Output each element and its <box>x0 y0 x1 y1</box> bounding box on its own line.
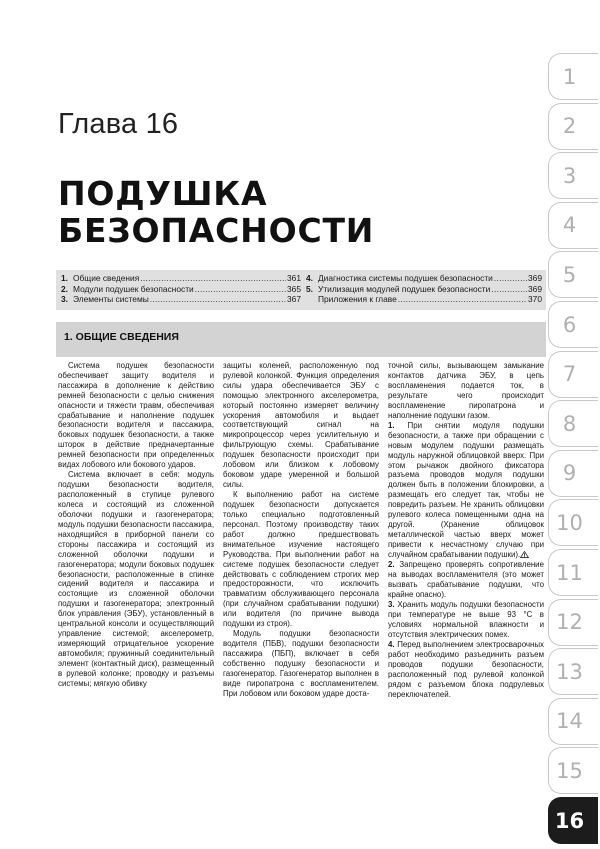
toc-item[interactable] <box>306 294 542 305</box>
toc-page: 370 <box>528 294 542 305</box>
chapter-tab-5[interactable]: 5 <box>548 251 598 298</box>
toc-leader <box>195 284 286 295</box>
title-line-1: ПОДУШКА <box>58 174 268 213</box>
chapter-tab-1[interactable]: 1 <box>548 53 598 100</box>
item-text: Хранить модуль подушки безопасности при температуре не выше 93 °С в условиях нормальной влажности и отсутствия электрических помех. <box>388 600 544 639</box>
chapter-tab-11[interactable]: 11 <box>548 549 598 596</box>
chapter-tab-2[interactable]: 2 <box>548 103 598 150</box>
chapter-tab-10[interactable]: 10 <box>548 499 598 546</box>
toc-number: 3. <box>61 294 68 305</box>
toc-leader <box>140 273 286 284</box>
text-column-1 <box>58 361 214 701</box>
toc-page: 369 <box>528 283 542 294</box>
chapter-tab-3[interactable]: 3 <box>548 152 598 199</box>
toc-item[interactable] <box>306 284 542 295</box>
chapter-tab-14[interactable]: 14 <box>548 698 598 745</box>
numbered-item <box>388 600 544 640</box>
chapter-tab-13[interactable]: 13 <box>548 648 598 695</box>
warning-icon <box>520 551 529 558</box>
toc-text: Общие сведения <box>73 273 140 283</box>
numbered-item <box>388 560 544 600</box>
toc-number: 5. <box>306 283 313 294</box>
toc-leader <box>494 273 527 284</box>
toc-page: 369 <box>528 273 542 283</box>
toc-text: Элементы системы <box>73 294 149 305</box>
toc-number: 2. <box>61 283 68 294</box>
toc-item[interactable] <box>61 294 301 305</box>
toc-page: 361 <box>287 273 301 283</box>
paragraph: Модуль подушки безопасности водителя (ПБВ), подушки безопасности пассажира (ПБП), включает в себя собственно подушку безопасности и газогенератор. Газогенератор выполнен в виде пиропатрона с воспламенителем. При лобовом или боковом ударе доста- <box>223 629 379 698</box>
item-text: Запрещено проверять сопротивление на выводах воспламенителя (это может вызвать срабатывание подушки, что крайне опасно). <box>388 560 544 599</box>
chapter-tab-7[interactable]: 7 <box>548 351 598 398</box>
item-number: 2. <box>388 560 395 570</box>
section-header <box>56 322 546 357</box>
paragraph: Система подушек безопасности обеспечивает защиту водителя и пассажира в дополнение к действию ремней безопасности с целью снижения опасности и тяжести травм, обеспечивая срабатывание и наполнение подушек безопасности водителя и пассажира, боковых подушек безопасности, а также шторок в действие предначертанные ремней безопасности при определенных видах лобового или бокового ударов. <box>58 361 214 470</box>
chapter-tab-15[interactable]: 15 <box>548 747 598 794</box>
toc-text: Модули подушек безопасности <box>73 283 194 294</box>
toc-number: 4. <box>306 273 313 283</box>
chapter-tab-6[interactable]: 6 <box>548 301 598 348</box>
chapter-tab-9[interactable]: 9 <box>548 450 598 497</box>
paragraph: точной силы, вызывающем замыкание контактов датчика ЭБУ, в цепь воспламенения подается ток, в результате чего происходит воспламенение пиропатрона и наполнение подушки газом. <box>388 361 544 420</box>
toc-leader <box>398 294 527 305</box>
chapter-tab-16[interactable]: 16 <box>548 797 598 844</box>
toc-item[interactable] <box>306 273 542 284</box>
paragraph: Система включает в себя: модуль подушки безопасности водителя, расположенный в ступице рулевого колеса и состоящий из сложенной оболочки подушки и газогенератора; модуль подушки безопасности пассажира, находящийся в приборной панели со стороны пассажира и состоящий из сложенной оболочки подушки и газогенератора; модули боковых подушек безопасности, расположенные в спинке сидений водителя и пассажира и состоящие из сложенной оболочки подушки и газогенератора; электронный блок управления (ЭБУ), установленный в центральной консоли и осуществляющий управление системой; акселерометр, измеряющий отрицательное ускорение автомобиля; пружинный соединительный элемент (контактный диск), размещенный в рулевой колонке; проводку и разъемы системы; мягкую обивку <box>58 470 214 688</box>
paragraph: К выполнению работ на системе подушек безопасности допускается только специально подготовленный персонал. Поэтому производству таких работ должно предшествовать внимательное изучение настоящего Руководства. При выполнении работ на системе подушек безопасности следует действовать с соблюдением строгих мер предосторожности, что исключить травматизм обслуживающего персонала (при случайном срабатывании подушки) или водителя (по причине вывода подушки из строя). <box>223 490 379 629</box>
toc-item[interactable] <box>61 284 301 295</box>
numbered-item <box>388 421 544 560</box>
item-number: 4. <box>388 640 395 650</box>
chapter-tab-8[interactable]: 8 <box>548 400 598 447</box>
chapter-tab-12[interactable]: 12 <box>548 599 598 646</box>
table-of-contents <box>56 270 546 310</box>
toc-item[interactable] <box>61 273 301 284</box>
text-column-2 <box>223 361 379 701</box>
toc-page: 367 <box>287 294 301 305</box>
toc-column-left <box>61 273 301 305</box>
toc-column-right <box>306 273 542 305</box>
item-number: 1. <box>388 420 395 430</box>
item-number: 3. <box>388 600 395 610</box>
toc-number: 1. <box>61 273 68 283</box>
toc-text: Приложения к главе <box>318 294 397 305</box>
toc-number <box>306 294 318 305</box>
item-text: Перед выполнением электросварочных работ необходимо разъединить разъем проводов подушки безопасности, расположенный под рулевой колонкой рядом с разъемом блока подрулевых переключателей. <box>388 640 544 699</box>
paragraph: защиты коленей, расположенную под рулевой колонкой. Функция определения силы удара обеспечивается ЭБУ с помощью электронного акселерометра, который постоянно измеряет величину ускорения автомобиля и выдает соответствующий сигнал на микропроцессор через усилительную и фильтрующую схемы. Срабатывание подушек безопасности происходит при лобовом или близком к лобовому боковом ударе умеренной и большой силы. <box>223 361 379 489</box>
toc-text: Диагностика системы подушек безопасности <box>318 273 493 283</box>
chapter-label: Глава 16 <box>58 108 179 140</box>
body-text <box>58 361 544 701</box>
chapter-tabs <box>548 53 600 849</box>
numbered-item <box>388 640 544 699</box>
toc-text: Утилизация модулей подушек безопасности <box>318 283 491 294</box>
chapter-tab-4[interactable]: 4 <box>548 202 598 249</box>
toc-page: 365 <box>287 283 301 294</box>
toc-leader <box>491 284 527 295</box>
toc-leader <box>150 294 286 305</box>
text-column-3 <box>388 361 544 701</box>
page-title <box>58 175 374 249</box>
section-title: 1. ОБЩИЕ СВЕДЕНИЯ <box>64 331 179 343</box>
item-text: При снятии модуля подушки безопасности, а также при обращении с новым модулем подушки размещать модуль наружной облицовкой вверх. При этом рычажок двойного фиксатора разъема проводов модуля подушки должен быть в положении блокировки, а размещать его следует так, чтобы не повредить разъем. Не хранить облицовки рулевого колеса помещенными одна на другой. (Хранение облицовок металлической частью вверх может привести к несчастному случаю при случайном срабатывании подушки). <box>388 420 544 559</box>
title-line-2: БЕЗОПАСНОСТИ <box>58 211 375 250</box>
